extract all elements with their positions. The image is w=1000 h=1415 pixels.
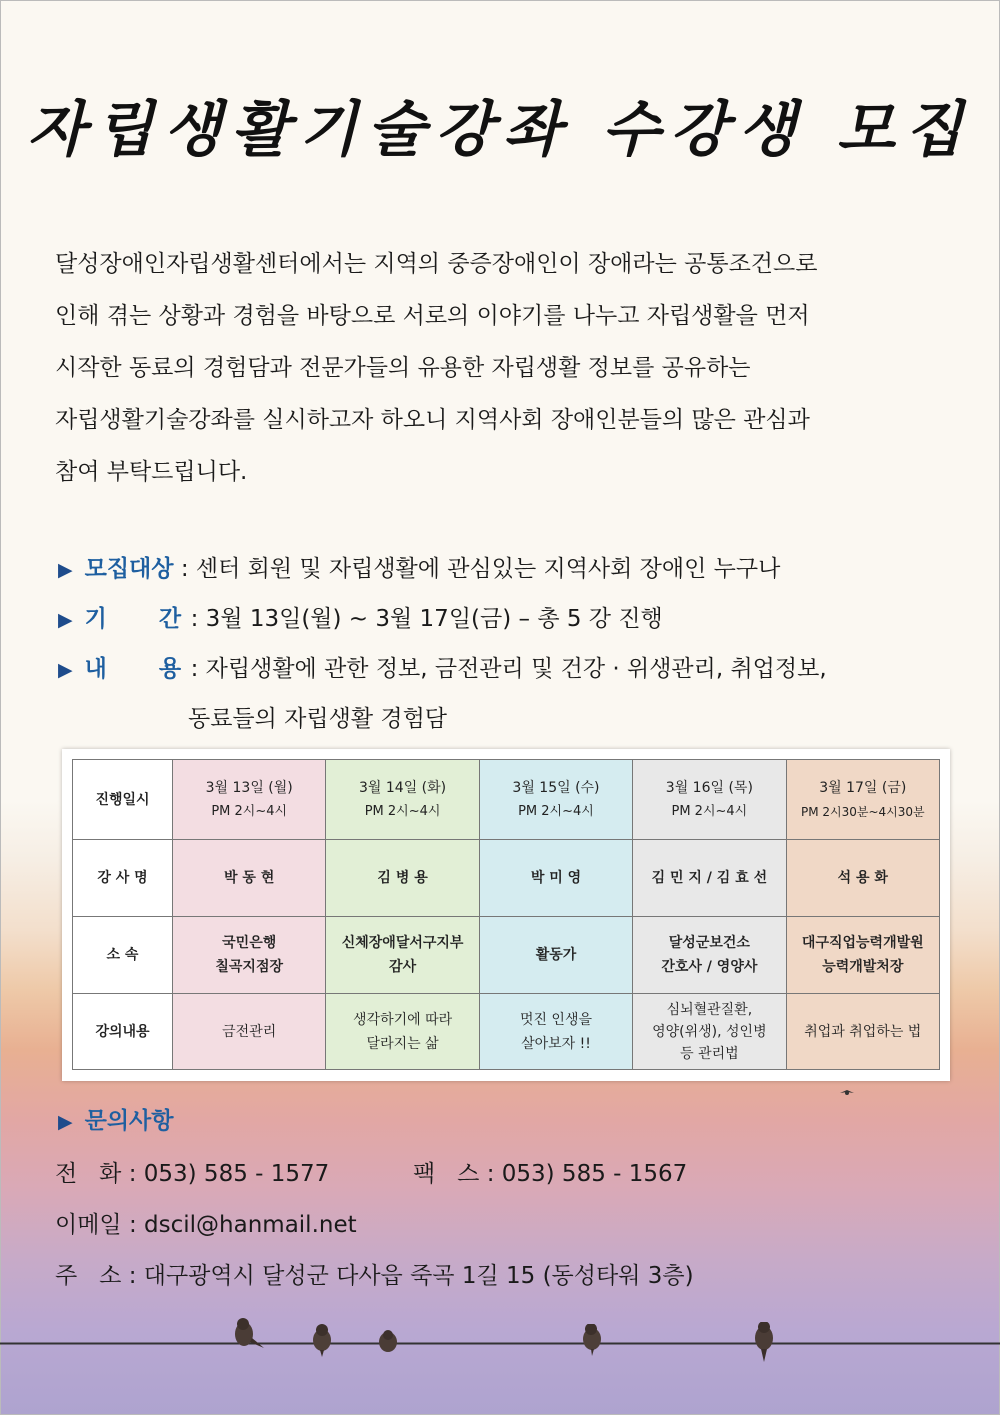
affiliation-line: 감사 [389, 959, 417, 975]
address-row [55, 1257, 694, 1290]
intro-line: 시작한 동료의 경험담과 전문가들의 유용한 자립생활 정보를 공유하는 [55, 355, 751, 381]
topic-line: 심뇌혈관질환, [666, 1001, 753, 1018]
content-text: : 자립생활에 관한 정보, 금전관리 및 건강 · 위생관리, 취업정보, [190, 656, 827, 682]
email-row [55, 1206, 357, 1239]
date-text: 3월 15일 (수) [512, 779, 600, 796]
intro-line: 자립생활기술강좌를 실시하고자 하오니 지역사회 장애인분들의 많은 관심과 [55, 407, 810, 433]
date-text: 3월 16일 (목) [665, 779, 753, 796]
table-cell [786, 760, 939, 840]
time-text: PM 2시30분~4시30분 [800, 804, 925, 819]
row-header: 진행일시 [73, 760, 173, 840]
period-text: : 3월 13일(월) ~ 3월 17일(금) – 총 5 강 진행 [190, 606, 663, 632]
date-text: 3월 14일 (화) [359, 779, 447, 796]
topic-line: 영양(위생), 성인병 [652, 1023, 767, 1040]
affiliation-line: 신체장애달서구지부 [341, 935, 464, 951]
table-cell [173, 760, 326, 840]
instructor-cell: 박 미 영 [479, 840, 632, 917]
instructor-cell: 김 민 지 / 김 효 선 [633, 840, 786, 917]
topic-line: 살아보자 !! [521, 1035, 591, 1052]
topic-line: 멋진 인생을 [519, 1011, 593, 1028]
phone-value: : 053) 585 - 1577 [128, 1161, 330, 1187]
target-text: : 센터 회원 및 자립생활에 관심있는 지역사회 장애인 누구나 [180, 556, 781, 582]
bird-icon [308, 1324, 340, 1360]
table-cell [173, 994, 326, 1070]
affiliation-line: 달성군보건소 [668, 935, 750, 951]
topic-line: 취업과 취업하는 법 [804, 1023, 922, 1040]
table-cell [479, 994, 632, 1070]
row-header: 강의내용 [73, 994, 173, 1070]
bird-icon [376, 1330, 402, 1358]
email-label: 이메일 [55, 1212, 122, 1238]
row-header: 강 사 명 [73, 840, 173, 917]
table-row-topic [73, 994, 940, 1070]
page-title: 자립생활기술강좌 수강생 모집 [27, 95, 973, 165]
table-cell [479, 917, 632, 994]
bird-icon [750, 1322, 780, 1366]
bird-icon [578, 1324, 608, 1360]
affiliation-line: 간호사 / 영양사 [661, 959, 758, 975]
affiliation-line: 국민은행 [222, 935, 277, 951]
fax-label: 팩 스 [413, 1161, 480, 1187]
time-text: PM 2시~4시 [211, 803, 288, 819]
content-label-2: 용 [158, 656, 182, 682]
contact-heading [58, 1102, 174, 1135]
affiliation-line: 능력개발처장 [822, 959, 904, 975]
table-cell [326, 760, 479, 840]
topic-line: 금전관리 [222, 1023, 277, 1040]
address-label: 주 소 [55, 1263, 122, 1289]
triangle-right-icon: ▶ [58, 1111, 73, 1133]
intro-line: 달성장애인자립생활센터에서는 지역의 중증장애인이 장애라는 공통조건으로 [55, 251, 818, 277]
content-label [85, 650, 191, 683]
bird-icon [228, 1318, 268, 1358]
power-line [0, 1342, 1000, 1345]
email-value[interactable]: : dscil@hanmail.net [128, 1212, 357, 1238]
address-value: : 대구광역시 달성군 다사읍 죽곡 1길 15 (동성타워 3층) [128, 1263, 694, 1289]
content-row [58, 650, 827, 683]
instructor-cell: 박 동 현 [173, 840, 326, 917]
target-row [58, 550, 780, 583]
triangle-right-icon: ▶ [58, 559, 73, 581]
period-label-2: 간 [158, 606, 182, 632]
time-text: PM 2시~4시 [671, 803, 748, 819]
period-row [58, 600, 663, 633]
schedule-table [72, 759, 940, 1070]
content-label-1: 내 [84, 656, 107, 682]
affiliation-line: 활동가 [535, 947, 577, 963]
time-text: PM 2시~4시 [518, 803, 594, 819]
triangle-right-icon: ▶ [58, 609, 73, 631]
intro-paragraph [55, 238, 935, 498]
date-text: 3월 17일 (금) [819, 779, 907, 796]
table-row-affiliation [73, 917, 940, 994]
period-label [85, 600, 191, 633]
affiliation-line: 대구직업능력개발원 [801, 935, 924, 951]
phone-row [55, 1155, 329, 1188]
contact-title: 문의사항 [84, 1108, 174, 1134]
table-cell [786, 994, 939, 1070]
topic-line: 생각하기에 따라 [353, 1011, 453, 1028]
triangle-right-icon: ▶ [58, 659, 73, 681]
table-cell [633, 994, 786, 1070]
fax-row [413, 1155, 687, 1188]
phone-label: 전 화 [55, 1161, 122, 1187]
intro-line: 인해 겪는 상황과 경험을 바탕으로 서로의 이야기를 나누고 자립생활을 먼저 [55, 303, 810, 329]
table-cell [786, 917, 939, 994]
period-label-1: 기 [84, 606, 107, 632]
table-row-instructor [73, 840, 940, 917]
table-cell [326, 917, 479, 994]
table-cell [633, 917, 786, 994]
target-label: 모집대상 [84, 556, 174, 582]
table-row-datetime [73, 760, 940, 840]
instructor-cell: 석 용 화 [786, 840, 939, 917]
flying-bird-icon [840, 1088, 854, 1098]
table-cell [479, 760, 632, 840]
fax-value: : 053) 585 - 1567 [486, 1161, 688, 1187]
instructor-cell: 김 병 용 [326, 840, 479, 917]
topic-line: 달라지는 삶 [366, 1035, 439, 1052]
date-text: 3월 13일 (월) [205, 779, 293, 796]
table-cell [633, 760, 786, 840]
topic-line: 등 관리법 [680, 1045, 739, 1062]
table-cell [326, 994, 479, 1070]
time-text: PM 2시~4시 [364, 803, 441, 819]
affiliation-line: 칠곡지점장 [215, 959, 283, 975]
schedule-table-panel [62, 749, 950, 1081]
row-header: 소 속 [73, 917, 173, 994]
intro-line: 참여 부탁드립니다. [55, 459, 248, 485]
table-cell [173, 917, 326, 994]
content-text-2: 동료들의 자립생활 경험담 [188, 706, 448, 732]
